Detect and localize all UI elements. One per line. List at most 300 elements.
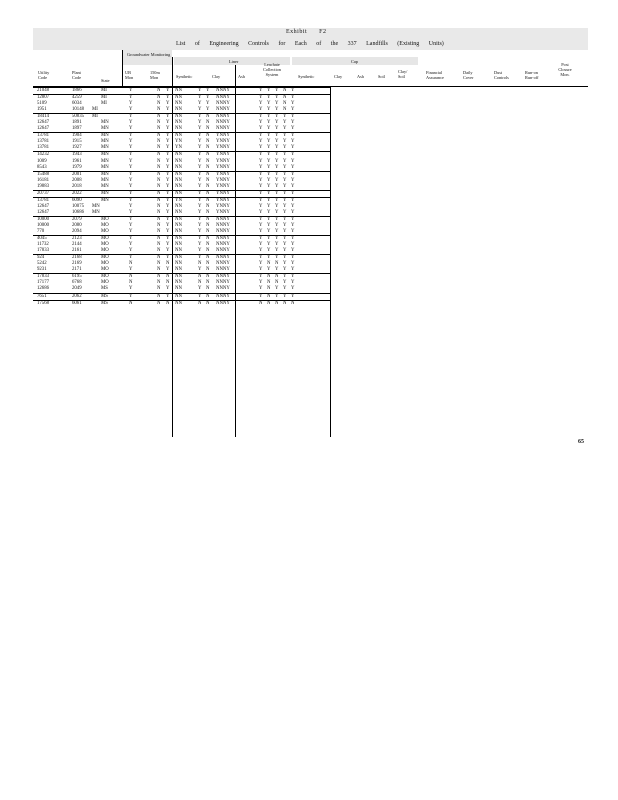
flag-cell: Y [275,248,279,254]
flag-cell: NN [175,88,182,93]
flag-cell: NNNY [216,216,230,222]
flag-cell: N [157,183,161,189]
utility-code-cell: 13781 [37,133,49,139]
flag-cell: Y [129,114,133,120]
flag-cell: N [157,190,161,196]
flag-cell: N [157,280,161,286]
utility-code-cell: 17568 [37,300,49,306]
flag-cell: Y [267,216,271,222]
state-cell: MO [101,216,109,222]
flag-cell: N [275,300,279,306]
utility-code-cell: 13781 [37,197,49,203]
flag-cell: Y [198,203,202,209]
utility-code-cell: 9231 [37,267,47,273]
flag-cell: NNNY [216,280,230,286]
flag-cell: Y [283,177,287,183]
flag-cell: Y [206,101,210,107]
flag-cell: N [206,229,210,235]
flag-cell: NNNY [216,222,230,228]
flag-cell: Y [267,177,271,183]
flag-cell: Y [129,101,133,107]
flag-cell: NNNY [216,95,230,101]
flag-cell: Y [259,197,263,203]
flag-cell: N [283,88,287,93]
flag-cell: Y [275,158,279,164]
utility-code-cell: 1951 [37,107,47,113]
flag-cell: Y [291,274,295,280]
flag-cell: N [157,133,161,139]
flag-cell: N [198,280,202,286]
flag-cell: N [275,280,279,286]
flag-cell: N [275,274,279,280]
flag-cell: Y [198,152,202,158]
plant-code-cell: 1904 [72,133,82,139]
flag-cell: Y [283,164,287,170]
flag-cell: Y [259,95,263,101]
table-row [33,235,330,242]
flag-cell: Y [283,274,287,280]
flag-cell: Y [166,209,170,215]
flag-cell: Y [275,152,279,158]
flag-cell: Y [283,286,287,292]
flag-cell: N [166,300,170,306]
flag-cell: Y [166,286,170,292]
state-cell: MI [101,95,107,101]
plant-code-cell: 2161 [72,248,82,254]
flag-cell: NN [175,183,182,189]
flag-cell: Y [259,229,263,235]
flag-cell: Y [198,209,202,215]
flag-cell: YN [175,197,182,203]
state-cell: MN [92,203,100,209]
plant-code-cell: 1897 [72,126,82,132]
flag-cell: Y [166,236,170,242]
flag-cell: N [198,274,202,280]
header-liner: Liner [229,59,239,64]
flag-cell: Y [291,158,295,164]
state-cell: MN [101,164,109,170]
flag-cell: NNNY [216,120,230,126]
flag-cell: Y [291,209,295,215]
flag-cell: N [157,293,161,299]
flag-cell: N [275,261,279,267]
flag-cell: N [206,261,210,267]
flag-cell: N [206,190,210,196]
flag-cell: Y [283,255,287,261]
state-cell: MO [101,236,109,242]
flag-cell: N [157,139,161,145]
state-cell: MN [101,145,109,151]
flag-cell: Y [275,197,279,203]
flag-cell: Y [267,229,271,235]
flag-cell: NN [175,222,182,228]
utility-code-cell: 18414 [37,114,49,120]
flag-cell: N [157,120,161,126]
flag-cell: Y [267,95,271,101]
flag-cell: Y [275,267,279,273]
header-dust-controls: Dust Controls [494,70,509,80]
plant-code-cell: 1915 [72,139,82,145]
utility-code-cell: 5109 [37,101,47,107]
flag-cell: Y [275,190,279,196]
flag-cell: NN [175,107,182,113]
flag-cell: Y [129,126,133,132]
flag-cell: Y [275,177,279,183]
flag-cell: Y [198,95,202,101]
state-cell: MS [101,293,108,299]
flag-cell: Y [275,286,279,292]
flag-cell: Y [291,133,295,139]
flag-cell: Y [129,255,133,261]
flag-cell: Y [267,139,271,145]
utility-code-cell: 14232 [37,152,49,158]
flag-cell: Y [291,139,295,145]
flag-cell: NN [175,280,182,286]
flag-cell: Y [198,177,202,183]
flag-cell: Y [129,107,133,113]
table-row [33,293,330,300]
state-cell: MO [101,255,109,261]
flag-cell: Y [267,126,271,132]
state-cell: MN [92,209,100,215]
flag-cell: Y [291,171,295,177]
flag-cell: Y [291,190,295,196]
utility-code-cell: 21048 [37,88,49,93]
flag-cell: NN [175,164,182,170]
flag-cell: NN [175,209,182,215]
flag-cell: Y [198,216,202,222]
state-cell: MI [101,101,107,107]
flag-cell: N [157,88,161,93]
flag-cell: Y [283,183,287,189]
flag-cell: N [267,261,271,267]
header-cap-synthetic: Synthetic [298,74,315,79]
flag-cell: Y [198,255,202,261]
flag-cell: Y [166,177,170,183]
flag-cell: Y [291,120,295,126]
flag-cell: Y [198,139,202,145]
flag-cell: Y [259,171,263,177]
utility-code-cell: 4045 [37,236,47,242]
plant-code-cell: 10075 [72,203,84,209]
flag-cell: Y [129,293,133,299]
flag-cell: Y [267,203,271,209]
flag-cell: Y [267,236,271,242]
flag-cell: YNNY [216,164,230,170]
state-cell: MN [101,183,109,189]
flag-cell: Y [275,114,279,120]
flag-cell: YN [175,145,182,151]
flag-cell: Y [129,177,133,183]
state-cell: MO [101,267,109,273]
header-post-closure: Post Closure Mon. [558,62,572,77]
header-groundwater: Groundwater Monitoring [127,52,171,57]
state-cell: MO [101,280,109,286]
flag-cell: Y [267,158,271,164]
flag-cell: Y [267,114,271,120]
flag-cell: Y [291,88,295,93]
flag-cell: YNNY [216,197,230,203]
flag-cell: Y [129,164,133,170]
utility-code-cell: 17833 [37,274,49,280]
flag-cell: Y [259,158,263,164]
flag-cell: N [129,300,133,306]
flag-cell: N [157,274,161,280]
flag-cell: NN [175,126,182,132]
flag-cell: Y [198,114,202,120]
flag-cell: Y [259,88,263,93]
flag-cell: NN [175,95,182,101]
state-cell: MN [101,120,109,126]
flag-cell: YNNY [216,158,230,164]
flag-cell: Y [291,280,295,286]
flag-cell: YNNY [216,209,230,215]
flag-cell: Y [275,242,279,248]
flag-cell: Y [283,203,287,209]
plant-code-cell: 2080 [72,222,82,228]
flag-cell: NN [175,286,182,292]
flag-cell: YNNY [216,139,230,145]
flag-cell: Y [198,164,202,170]
header-ub-mon: UB Mon [125,70,134,80]
flag-cell: N [283,101,287,107]
flag-cell: Y [166,183,170,189]
flag-cell: Y [129,209,133,215]
flag-cell: NN [175,114,182,120]
exhibit-label: Exhibit F2 [286,29,327,35]
flag-cell: Y [283,145,287,151]
plant-code-cell: 2079 [72,216,82,222]
flag-cell: Y [259,107,263,113]
flag-cell: NNNY [216,126,230,132]
flag-cell: Y [259,248,263,254]
plant-code-cell: 2171 [72,267,82,273]
flag-cell: YNNY [216,171,230,177]
flag-cell: Y [166,222,170,228]
flag-cell: N [157,248,161,254]
utility-code-cell: 12807 [37,95,49,101]
state-cell: MN [101,190,109,196]
flag-cell: Y [291,203,295,209]
state-cell: MN [101,152,109,158]
flag-cell: N [206,145,210,151]
state-cell: MI [101,88,107,93]
flag-cell: Y [259,190,263,196]
flag-cell: Y [198,190,202,196]
flag-cell: NN [175,190,182,196]
flag-cell: Y [198,158,202,164]
flag-cell: Y [259,120,263,126]
state-cell: MN [101,139,109,145]
flag-cell: Y [291,145,295,151]
flag-cell: Y [259,222,263,228]
state-cell: MI [92,114,98,120]
table-row [33,254,330,261]
flag-cell: NN [175,152,182,158]
flag-cell: Y [275,255,279,261]
flag-cell: Y [275,209,279,215]
flag-cell: NN [175,177,182,183]
flag-cell: Y [275,126,279,132]
plant-code-cell: 1866 [72,88,82,93]
flag-cell: Y [291,216,295,222]
flag-cell: Y [166,203,170,209]
flag-cell: NN [175,274,182,280]
flag-cell: Y [291,248,295,254]
flag-cell: Y [275,183,279,189]
utility-code-cell: 12647 [37,209,49,215]
flag-cell: Y [291,183,295,189]
flag-cell: Y [259,255,263,261]
flag-cell: Y [259,133,263,139]
flag-cell: N [206,139,210,145]
flag-cell: Y [129,248,133,254]
flag-cell: Y [291,222,295,228]
flag-cell: Y [283,267,287,273]
flag-cell: Y [166,145,170,151]
flag-cell: N [206,197,210,203]
flag-cell: Y [275,145,279,151]
flag-cell: YNNY [216,190,230,196]
flag-cell: Y [166,216,170,222]
plant-code-cell: 2062 [72,293,82,299]
flag-cell: N [157,171,161,177]
header-150m-mon: 150m Mon [150,70,160,80]
flag-cell: Y [267,120,271,126]
flag-cell: NNNY [216,248,230,254]
utility-code-cell: 19883 [37,183,49,189]
flag-cell: Y [291,242,295,248]
flag-cell: Y [129,145,133,151]
state-cell: MN [101,133,109,139]
flag-cell: N [198,261,202,267]
flag-cell: Y [275,236,279,242]
flag-cell: Y [129,95,133,101]
plant-code-cell: 1961 [72,158,82,164]
state-cell: MS [101,286,108,292]
flag-cell: Y [198,101,202,107]
plant-code-cell: 2094 [72,229,82,235]
flag-cell: Y [129,88,133,93]
table-row [33,171,330,178]
flag-cell: Y [129,203,133,209]
table-row [33,132,330,139]
flag-cell: YNNY [216,203,230,209]
flag-cell: YNNY [216,133,230,139]
flag-cell: Y [267,152,271,158]
state-cell: MO [101,229,109,235]
flag-cell: N [157,267,161,273]
flag-cell: NNNY [216,300,230,306]
flag-cell: Y [166,107,170,113]
flag-cell: Y [166,164,170,170]
flag-cell: Y [267,164,271,170]
flag-cell: Y [129,229,133,235]
header-cap-clay: Clay [334,74,343,79]
flag-cell: Y [283,236,287,242]
flag-cell: N [206,286,210,292]
plant-code-cell: 2049 [72,286,82,292]
flag-cell: Y [129,267,133,273]
flag-cell: Y [283,222,287,228]
flag-cell: Y [129,152,133,158]
flag-cell: Y [166,229,170,235]
flag-cell: Y [166,139,170,145]
flag-cell: Y [259,101,263,107]
table-row [33,94,330,101]
flag-cell: Y [291,286,295,292]
flag-cell: N [206,152,210,158]
flag-cell: N [206,164,210,170]
flag-cell: Y [198,293,202,299]
flag-cell: N [291,300,295,306]
flag-cell: N [129,280,133,286]
flag-cell: N [157,126,161,132]
flag-cell: Y [283,114,287,120]
flag-cell: N [267,293,271,299]
flag-cell: N [206,120,210,126]
flag-cell: Y [198,145,202,151]
plant-code-cell: 2018 [72,183,82,189]
flag-cell: Y [267,133,271,139]
flag-cell: Y [166,133,170,139]
flag-cell: Y [283,216,287,222]
table-row [33,113,330,120]
header-run-on-run-off: Run-on Run-off [525,70,539,80]
flag-cell: N [157,114,161,120]
flag-cell: N [267,280,271,286]
utility-code-cell: 17833 [37,248,49,254]
flag-cell: Y [206,88,210,93]
flag-cell: Y [259,267,263,273]
flag-cell: Y [275,164,279,170]
flag-cell: Y [198,267,202,273]
flag-cell: N [283,300,287,306]
utility-code-cell: 15488 [37,171,49,177]
flag-cell: YNNY [216,145,230,151]
plant-code-cell: 4259 [72,95,82,101]
plant-code-cell: 2168 [72,255,82,261]
flag-cell: N [166,280,170,286]
flag-cell: Y [291,177,295,183]
state-cell: MN [101,177,109,183]
flag-cell: Y [275,101,279,107]
table-row [33,273,330,280]
flag-cell: N [206,209,210,215]
flag-cell: NN [175,242,182,248]
utility-code-cell: 5242 [37,261,47,267]
plant-code-cell: 10148 [72,107,84,113]
utility-code-cell: 8543 [37,164,47,170]
flag-cell: Y [275,222,279,228]
flag-cell: N [157,95,161,101]
flag-cell: Y [129,171,133,177]
flag-cell: Y [275,107,279,113]
flag-cell: Y [267,171,271,177]
flag-cell: Y [283,197,287,203]
flag-cell: N [206,183,210,189]
flag-cell: Y [291,126,295,132]
flag-cell: Y [198,197,202,203]
header-daily-cover: Daily Cover [463,70,474,80]
flag-cell: N [129,274,133,280]
flag-cell: Y [275,95,279,101]
flag-cell: N [166,274,170,280]
flag-cell: NN [175,293,182,299]
flag-cell: Y [291,107,295,113]
flag-cell: N [206,267,210,273]
plant-code-cell: 6034 [72,101,82,107]
